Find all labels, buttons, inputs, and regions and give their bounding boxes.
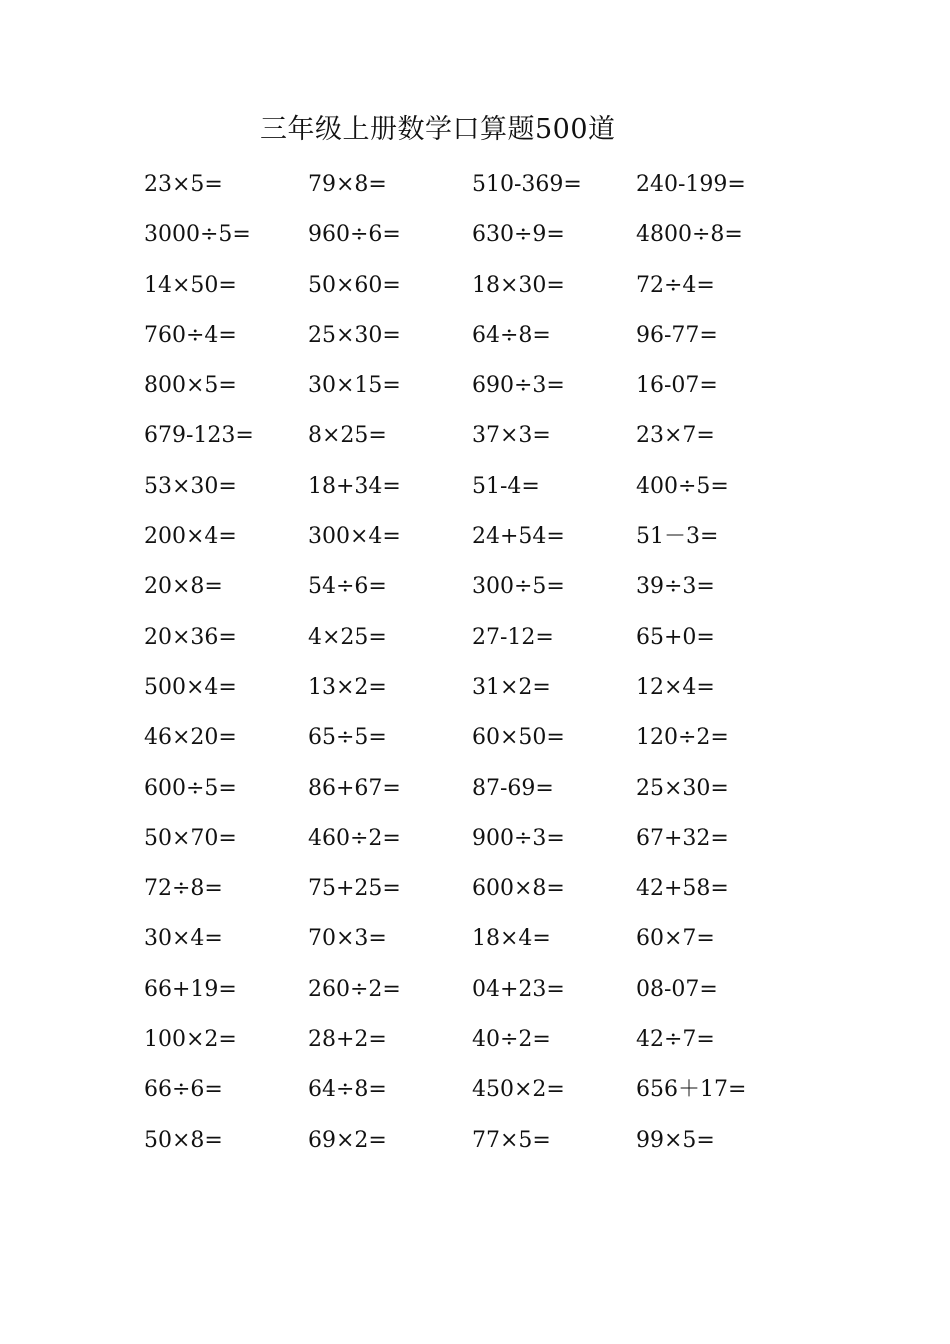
math-problem: 42+58= bbox=[636, 876, 729, 902]
math-problem: 40÷2= bbox=[472, 1027, 551, 1053]
problem-row bbox=[144, 1072, 804, 1122]
problem-row bbox=[144, 318, 804, 368]
math-problem: 800×5= bbox=[144, 373, 237, 399]
math-problem: 240-199= bbox=[636, 172, 746, 197]
math-problem: 53×30= bbox=[144, 473, 237, 499]
math-problem: 60×50= bbox=[472, 725, 565, 751]
math-problem: 75+25= bbox=[308, 876, 401, 902]
problem-row bbox=[144, 167, 804, 217]
problem-row bbox=[144, 569, 804, 619]
math-problem: 460÷2= bbox=[308, 825, 401, 851]
math-problem: 200×4= bbox=[144, 524, 237, 550]
math-problem: 14×50= bbox=[144, 272, 237, 298]
math-problem: 24+54= bbox=[472, 524, 565, 550]
math-problem: 51－3= bbox=[636, 524, 719, 550]
problem-row bbox=[144, 418, 804, 468]
math-problem: 18×30= bbox=[472, 272, 565, 298]
math-problem: 4800÷8= bbox=[636, 222, 743, 248]
math-problem: 31×2= bbox=[472, 674, 551, 700]
math-problem: 42÷7= bbox=[636, 1027, 715, 1053]
math-problem: 99×5= bbox=[636, 1127, 715, 1153]
math-problem: 8×25= bbox=[308, 423, 387, 449]
math-problem: 510-369= bbox=[472, 172, 582, 197]
math-problem: 20×36= bbox=[144, 624, 237, 650]
math-problem: 04+23= bbox=[472, 976, 565, 1002]
math-problem: 72÷8= bbox=[144, 876, 223, 902]
math-problem: 18×4= bbox=[472, 926, 551, 952]
math-problem: 30×15= bbox=[308, 373, 401, 399]
problem-row bbox=[144, 821, 804, 871]
math-problem: 50×8= bbox=[144, 1127, 223, 1153]
math-problem: 300÷5= bbox=[472, 574, 565, 600]
math-problem: 300×4= bbox=[308, 524, 401, 550]
math-problem: 260÷2= bbox=[308, 976, 401, 1002]
math-problem: 66+19= bbox=[144, 976, 237, 1002]
math-problem: 08-07= bbox=[636, 976, 718, 1002]
math-problem: 30×4= bbox=[144, 926, 223, 952]
problem-row bbox=[144, 921, 804, 971]
math-problem: 37×3= bbox=[472, 423, 551, 449]
math-problem: 72÷4= bbox=[636, 272, 715, 298]
problem-row bbox=[144, 720, 804, 770]
math-problem: 46×20= bbox=[144, 725, 237, 751]
math-problem: 96-77= bbox=[636, 322, 718, 348]
problem-row bbox=[144, 469, 804, 519]
math-problem: 760÷4= bbox=[144, 322, 237, 348]
math-problem: 120÷2= bbox=[636, 725, 729, 751]
problem-row bbox=[144, 871, 804, 921]
math-problem: 70×3= bbox=[308, 926, 387, 952]
math-problem: 65+0= bbox=[636, 624, 715, 650]
math-problem: 900÷3= bbox=[472, 825, 565, 851]
math-problem: 12×4= bbox=[636, 674, 715, 700]
math-problem: 28+2= bbox=[308, 1027, 387, 1053]
math-problem: 450×2= bbox=[472, 1077, 565, 1103]
math-problem: 86+67= bbox=[308, 775, 401, 801]
math-problem: 54÷6= bbox=[308, 574, 387, 600]
math-problem: 64÷8= bbox=[308, 1077, 387, 1103]
problem-row bbox=[144, 368, 804, 418]
math-problem: 20×8= bbox=[144, 574, 223, 600]
problem-row bbox=[144, 268, 804, 318]
math-problem: 500×4= bbox=[144, 674, 237, 700]
math-problem: 77×5= bbox=[472, 1127, 551, 1153]
problem-row bbox=[144, 519, 804, 569]
math-problem: 600÷5= bbox=[144, 775, 237, 801]
math-problem: 27-12= bbox=[472, 624, 554, 650]
math-problem: 13×2= bbox=[308, 674, 387, 700]
math-problem: 23×7= bbox=[636, 423, 715, 449]
math-problem: 4×25= bbox=[308, 624, 387, 650]
math-problem: 39÷3= bbox=[636, 574, 715, 600]
problem-row bbox=[144, 771, 804, 821]
math-problem: 690÷3= bbox=[472, 373, 565, 399]
math-problem: 656＋17= bbox=[636, 1077, 747, 1103]
math-problem: 679-123= bbox=[144, 423, 254, 449]
problem-grid bbox=[144, 167, 804, 1173]
math-problem: 64÷8= bbox=[472, 322, 551, 348]
math-problem: 79×8= bbox=[308, 172, 387, 197]
math-problem: 960÷6= bbox=[308, 222, 401, 248]
math-problem: 60×7= bbox=[636, 926, 715, 952]
math-problem: 400÷5= bbox=[636, 473, 729, 499]
math-problem: 87-69= bbox=[472, 775, 554, 801]
problem-row bbox=[144, 670, 804, 720]
math-problem: 23×5= bbox=[144, 172, 223, 197]
math-problem: 25×30= bbox=[636, 775, 729, 801]
page-title: 三年级上册数学口算题500道 bbox=[260, 114, 616, 145]
math-problem: 50×60= bbox=[308, 272, 401, 298]
problem-row bbox=[144, 1022, 804, 1072]
math-problem: 25×30= bbox=[308, 322, 401, 348]
math-problem: 50×70= bbox=[144, 825, 237, 851]
math-problem: 67+32= bbox=[636, 825, 729, 851]
math-problem: 600×8= bbox=[472, 876, 565, 902]
math-problem: 69×2= bbox=[308, 1127, 387, 1153]
problem-row bbox=[144, 972, 804, 1022]
math-problem: 51-4= bbox=[472, 473, 540, 499]
math-problem: 66÷6= bbox=[144, 1077, 223, 1103]
problem-row bbox=[144, 1123, 804, 1173]
math-problem: 18+34= bbox=[308, 473, 401, 499]
math-problem: 16-07= bbox=[636, 373, 718, 399]
problem-row bbox=[144, 620, 804, 670]
math-problem: 3000÷5= bbox=[144, 222, 251, 248]
math-problem: 630÷9= bbox=[472, 222, 565, 248]
math-problem: 65÷5= bbox=[308, 725, 387, 751]
math-problem: 100×2= bbox=[144, 1027, 237, 1053]
problem-row bbox=[144, 217, 804, 267]
